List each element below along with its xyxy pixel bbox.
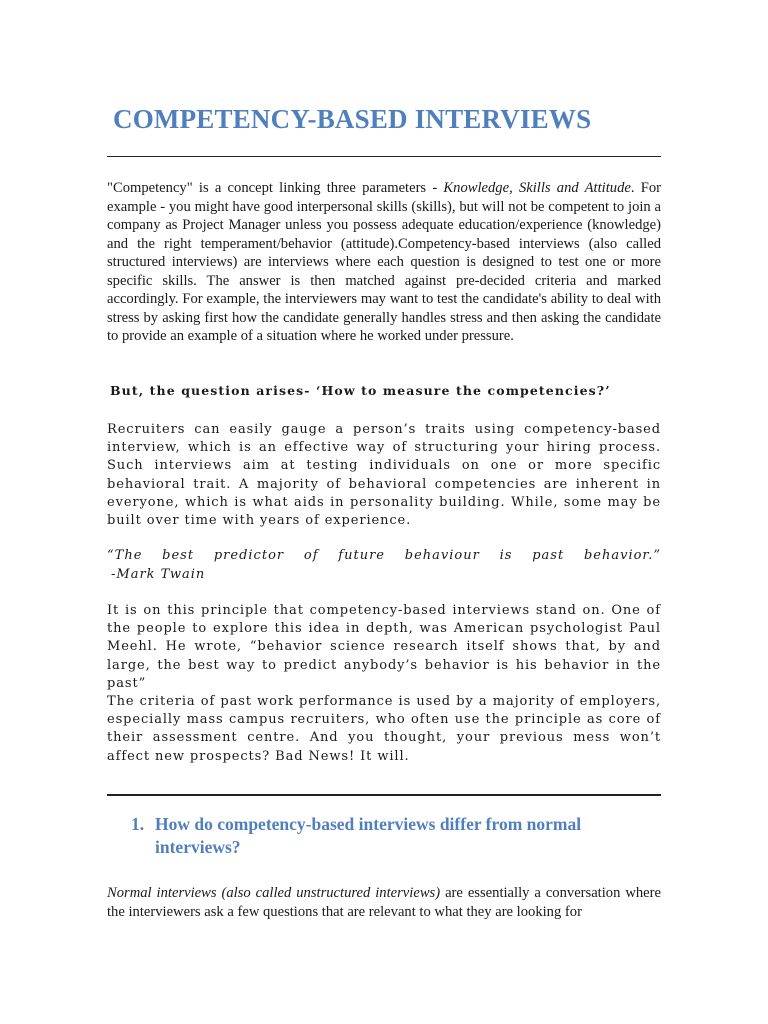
mark-twain-quote bbox=[107, 547, 661, 584]
recruiters-paragraph: Recruiters can easily gauge a person’s traits using competency-based interview, which is an effective way of structuring your hiring process. Such interviews aim at testing individuals on one or more specific behavioral trait. A majority of behavioral competencies are inherent in everyone, which is what aids in personality building. While, some may be built over time with years of experience. bbox=[107, 422, 661, 529]
principle-paragraph: It is on this principle that competency-based interviews stand on. One of the people to explore this idea in depth, was American psychologist Paul Meehl. He wrote, “behavior science research itself shows that, by and large, the best way to predict anybody’s behavior is his behavior in the past” bbox=[107, 603, 661, 691]
page-title: COMPETENCY-BASED INTERVIEWS bbox=[113, 104, 592, 134]
intro-text-after: . For example - you might have good interpersonal skills (skills), but will not be competent to join a company as Project Manager unless you possess adequate education/experience (knowledge) and the right temperament/behavior (attitude).Competency-based interviews (also called structured interviews) are interviews where each question is designed to test one or more specific skills. The answer is then matched against pre-decided criteria and marked accordingly. For example, the interviewers may want to test the candidate's ability to deal with stress by asking first how the candidate generally handles stress and then asking the candidate to provide an example of a situation where he worked under pressure. bbox=[107, 180, 661, 344]
quote-author: -Mark Twain bbox=[111, 566, 206, 582]
intro-emphasis: Knowledge, Skills and Attitude bbox=[443, 180, 631, 196]
quote-text: “The best predictor of future behaviour is past behavior.” bbox=[107, 548, 661, 563]
principle-block bbox=[107, 602, 661, 766]
question-heading: But, the question arises- ‘How to measure the competencies?’ bbox=[110, 383, 611, 398]
section-divider bbox=[107, 794, 661, 796]
normal-interviews-emphasis: Normal interviews (also called unstructured interviews) bbox=[107, 885, 441, 901]
normal-interviews-paragraph bbox=[107, 884, 661, 921]
normal-interviews-text: are essentially a conversation where the interviewers ask a few questions that are relevant to what they are looking for bbox=[107, 885, 661, 920]
criteria-paragraph: The criteria of past work performance is used by a majority of employers, especially mass campus recruiters, who often use the principle as core of their assessment centre. And you thought, your previous mess won’t affect new prospects? Bad News! It will. bbox=[107, 694, 661, 764]
intro-paragraph bbox=[107, 179, 661, 346]
section-1-heading bbox=[131, 813, 651, 859]
intro-text-before: "Competency" is a concept linking three parameters - bbox=[107, 180, 444, 196]
section-1-number: 1. bbox=[131, 814, 145, 834]
section-1-title: How do competency-based interviews differ from normal interviews? bbox=[155, 814, 582, 857]
title-divider bbox=[107, 156, 661, 157]
